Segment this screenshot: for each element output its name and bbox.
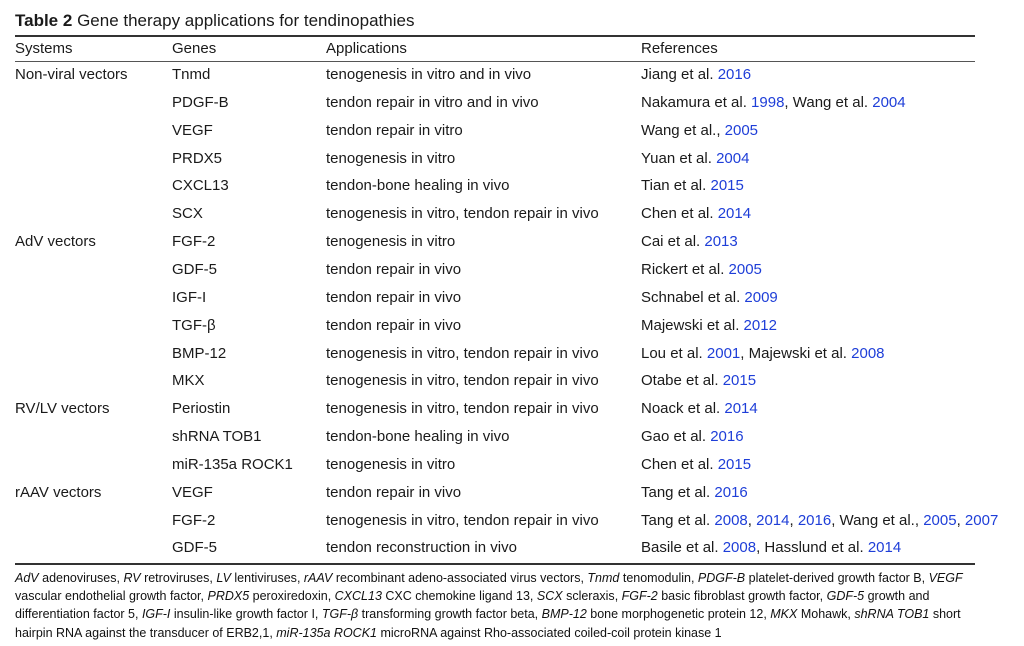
application-cell: tenogenesis in vitro, tendon repair in vivo	[326, 511, 599, 529]
footnote-abbreviation: BMP-12	[541, 607, 587, 622]
reference-author: Otabe et al.	[641, 372, 723, 390]
application-cell: tendon reconstruction in vivo	[326, 539, 517, 557]
footnote-definition: lentiviruses	[234, 571, 297, 585]
application-cell: tendon repair in vivo	[326, 483, 462, 501]
top-rule	[15, 35, 975, 37]
footnote-definition: retroviruses	[144, 571, 210, 585]
reference-year-link[interactable]: 2008	[722, 539, 757, 557]
reference-cell	[641, 261, 762, 278]
reference-author: Wang et al.,	[641, 121, 725, 139]
footnote-abbreviation: AdV	[15, 571, 39, 585]
reference-author: , Majewski et al.	[740, 344, 852, 362]
header-genes: Genes	[172, 40, 217, 57]
reference-cell	[641, 150, 749, 167]
table-title: Gene therapy applications for tendinopathies	[77, 11, 415, 30]
application-cell: tenogenesis in vitro and in vivo	[326, 66, 532, 83]
table-row	[0, 400, 1000, 420]
footnote-abbreviation: LV	[216, 571, 231, 585]
reference-cell	[641, 122, 758, 139]
reference-year-link[interactable]: 2013	[704, 233, 738, 251]
reference-year-link[interactable]: 2014	[756, 511, 790, 529]
table-footnote: AdV adenoviruses, RV retroviruses, LV lentiviruses, rAAV recombinant adeno-associated virus vectors, Tnmd tenomodulin, PDGF-B platelet-derived growth factor B, VEGF vascular endothelial growth factor, PRDX5 peroxiredoxin, CXCL13 CXC chemokine ligand 13, SCX scleraxis, FGF-2 basic fibroblast growth factor, GDF-5 growth and differentiation factor 5, IGF-I insulin-like growth factor I, TGF-β transforming growth factor beta, BMP-12 bone morphogenetic protein 12, MKX Mohawk, shRNA TOB1 short hairpin RNA against the transducer of ERB2,1, miR-135a ROCK1 microRNA against Rho-associated coiled-coil protein kinase 1	[15, 571, 963, 640]
reference-author: Rickert et al.	[641, 260, 729, 278]
table-label: Table 2	[15, 11, 73, 30]
application-cell: tendon repair in vivo	[326, 260, 462, 278]
gene-cell: TGF-β	[172, 316, 216, 334]
footnote-abbreviation: PRDX5	[207, 589, 250, 604]
reference-cell	[641, 456, 751, 473]
footnote-definition: transforming growth factor beta	[361, 607, 535, 622]
reference-author: ,	[956, 511, 965, 529]
reference-cell	[641, 539, 901, 556]
table-row	[0, 484, 1000, 504]
gene-cell: miR-135a ROCK1	[172, 455, 293, 473]
reference-author: , Wang et al.,	[831, 511, 924, 529]
reference-author: Yuan et al.	[641, 149, 717, 167]
gene-cell: Tnmd	[172, 66, 211, 83]
table-row	[0, 205, 1000, 225]
table-row	[0, 456, 1000, 476]
gene-cell: FGF-2	[172, 511, 216, 529]
application-cell: tenogenesis in vitro, tendon repair in vivo	[326, 205, 599, 223]
gene-cell: shRNA TOB1	[172, 428, 262, 446]
reference-year-link[interactable]: 2015	[717, 455, 752, 473]
footnote-abbreviation: GDF-5	[826, 589, 865, 604]
footnote-definition: vascular endothelial growth factor	[15, 589, 201, 604]
reference-author: Tang et al.	[641, 511, 715, 529]
reference-author: Tang et al.	[641, 483, 715, 501]
reference-author: Basile et al.	[641, 539, 723, 557]
table-row	[0, 372, 1000, 392]
table-row	[0, 512, 1000, 532]
header-rule	[15, 61, 975, 62]
footnote-abbreviation: Tnmd	[587, 571, 620, 585]
application-cell: tendon-bone healing in vivo	[326, 428, 510, 446]
gene-cell: VEGF	[172, 483, 213, 501]
table-row	[0, 345, 1000, 365]
reference-author: Noack et al.	[641, 400, 725, 418]
footnote-definition: scleraxis	[566, 589, 615, 604]
footnote-definition: insulin-like growth factor I	[173, 607, 315, 622]
gene-cell: SCX	[172, 205, 203, 223]
footnote-abbreviation: PDGF-B	[697, 571, 746, 585]
reference-author: Gao et al.	[641, 428, 711, 446]
reference-year-link[interactable]: 2012	[743, 316, 777, 334]
reference-cell	[641, 400, 758, 417]
reference-cell	[641, 372, 756, 389]
reference-author: Schnabel et al.	[641, 288, 745, 306]
application-cell: tenogenesis in vitro	[326, 455, 456, 473]
header-applications: Applications	[326, 40, 407, 57]
footnote-definition: basic fibroblast growth factor	[661, 589, 820, 604]
application-cell: tendon repair in vivo	[326, 288, 462, 306]
application-cell: tenogenesis in vitro	[326, 149, 456, 167]
gene-cell: CXCL13	[172, 177, 229, 195]
reference-year-link[interactable]: 2005	[728, 260, 762, 278]
reference-author: Chen et al.	[641, 205, 718, 223]
reference-year-link[interactable]: 2009	[744, 288, 778, 306]
reference-year-link[interactable]: 2004	[716, 149, 750, 167]
reference-author: Jiang et al.	[641, 66, 718, 83]
application-cell: tendon repair in vitro	[326, 121, 463, 139]
table-row	[0, 150, 1000, 170]
table-row	[0, 177, 1000, 197]
reference-year-link[interactable]: 2014	[724, 400, 758, 418]
system-cell: AdV vectors	[15, 233, 96, 251]
footnote-definition: platelet-derived growth factor B	[748, 571, 922, 585]
reference-cell	[641, 428, 744, 445]
application-cell: tenogenesis in vitro	[326, 233, 456, 251]
reference-year-link[interactable]: 2004	[872, 93, 906, 111]
reference-year-link[interactable]: 2005	[724, 121, 759, 139]
reference-year-link[interactable]: 2015	[710, 177, 744, 195]
header-references: References	[641, 40, 718, 57]
reference-year-link[interactable]: 2014	[717, 205, 752, 223]
footnote-abbreviation: RV	[123, 571, 141, 585]
application-cell: tendon-bone healing in vivo	[326, 177, 510, 195]
reference-year-link[interactable]: 2008	[714, 511, 748, 529]
reference-cell	[641, 512, 998, 529]
reference-cell	[641, 66, 751, 83]
footnote-definition: Mohawk	[800, 607, 848, 622]
application-cell: tendon repair in vitro and in vivo	[326, 93, 539, 111]
footnote-abbreviation: MKX	[770, 607, 798, 622]
reference-author: Majewski et al.	[641, 316, 744, 334]
reference-cell	[641, 317, 777, 334]
application-cell: tendon repair in vivo	[326, 316, 462, 334]
footnote-abbreviation: shRNA TOB1	[854, 607, 930, 622]
footnote-abbreviation: VEGF	[928, 571, 963, 585]
reference-cell	[641, 94, 906, 111]
reference-cell	[641, 233, 738, 250]
table-row	[0, 317, 1000, 337]
application-cell: tenogenesis in vitro, tendon repair in vivo	[326, 400, 599, 418]
reference-author: ,	[789, 511, 798, 529]
footnote-definition: tenomodulin	[622, 571, 691, 585]
gene-cell: MKX	[172, 372, 205, 390]
footnote-definition: microRNA against Rho-associated coiled-coil protein kinase 1	[380, 625, 722, 640]
application-cell: tenogenesis in vitro, tendon repair in vivo	[326, 344, 599, 362]
reference-year-link[interactable]: 2016	[714, 483, 748, 501]
table-row	[0, 66, 1000, 86]
gene-cell: FGF-2	[172, 233, 216, 251]
gene-cell: GDF-5	[172, 539, 217, 557]
table-row	[0, 289, 1000, 309]
footnote-abbreviation: SCX	[536, 589, 563, 604]
reference-author: Lou et al.	[641, 344, 707, 362]
reference-year-link[interactable]: 2007	[964, 511, 999, 529]
reference-author: Nakamura et al.	[641, 93, 752, 111]
footnote-definition: short hairpin RNA against the transducer of ERB2,1	[15, 607, 961, 640]
system-cell: Non-viral vectors	[15, 66, 128, 83]
gene-cell: IGF-I	[172, 288, 207, 306]
reference-author: ,	[747, 511, 757, 529]
reference-year-link[interactable]: 2015	[722, 372, 757, 390]
gene-cell: PDGF-B	[172, 93, 229, 111]
reference-year-link[interactable]: 2014	[867, 539, 902, 557]
system-cell: RV/LV vectors	[15, 400, 110, 418]
footnote-abbreviation: miR-135a ROCK1	[276, 625, 377, 640]
footnote-definition: peroxiredoxin	[252, 589, 328, 604]
footnote-abbreviation: CXCL13	[334, 589, 382, 604]
reference-year-link[interactable]: 2016	[797, 511, 832, 529]
reference-year-link[interactable]: 2005	[923, 511, 957, 529]
footnote-definition: adenoviruses	[42, 571, 117, 585]
table-row	[0, 539, 1000, 559]
footnote-definition: CXC chemokine ligand 13	[385, 589, 530, 604]
reference-year-link[interactable]: 2016	[710, 428, 744, 446]
table-row	[0, 261, 1000, 281]
reference-year-link[interactable]: 2016	[717, 66, 752, 83]
table-row	[0, 233, 1000, 253]
header-systems: Systems	[15, 40, 73, 57]
footnote-definition: growth and differentiation factor 5	[15, 589, 930, 622]
reference-author: , Wang et al.	[784, 93, 873, 111]
application-cell: tenogenesis in vitro, tendon repair in vivo	[326, 372, 599, 390]
reference-cell	[641, 177, 744, 194]
reference-year-link[interactable]: 2008	[851, 344, 885, 362]
footnote-definition: bone morphogenetic protein 12	[590, 607, 764, 622]
reference-author: , Hasslund et al.	[756, 539, 868, 557]
gene-cell: PRDX5	[172, 149, 223, 167]
table-row	[0, 122, 1000, 142]
footnote-abbreviation: IGF-I	[141, 607, 171, 622]
gene-cell: VEGF	[172, 121, 213, 139]
reference-author: Tian et al.	[641, 177, 711, 195]
footnote-abbreviation: FGF-2	[621, 589, 658, 604]
gene-cell: BMP-12	[172, 344, 227, 362]
bottom-rule	[15, 563, 975, 565]
table-caption	[15, 11, 414, 31]
footnote-abbreviation: TGF-β	[321, 607, 359, 622]
reference-year-link[interactable]: 2001	[706, 344, 741, 362]
gene-cell: Periostin	[172, 400, 231, 418]
footnote-abbreviation: rAAV	[303, 571, 333, 585]
reference-author: Chen et al.	[641, 455, 718, 473]
reference-year-link[interactable]: 1998	[751, 93, 785, 111]
table-row	[0, 428, 1000, 448]
table-row	[0, 94, 1000, 114]
reference-cell	[641, 205, 751, 222]
reference-author: Cai et al.	[641, 233, 705, 251]
reference-cell	[641, 345, 885, 362]
reference-cell	[641, 484, 748, 501]
gene-cell: GDF-5	[172, 260, 217, 278]
reference-cell	[641, 289, 778, 306]
system-cell: rAAV vectors	[15, 483, 102, 501]
footnote-definition: recombinant adeno-associated virus vectors	[335, 571, 581, 585]
